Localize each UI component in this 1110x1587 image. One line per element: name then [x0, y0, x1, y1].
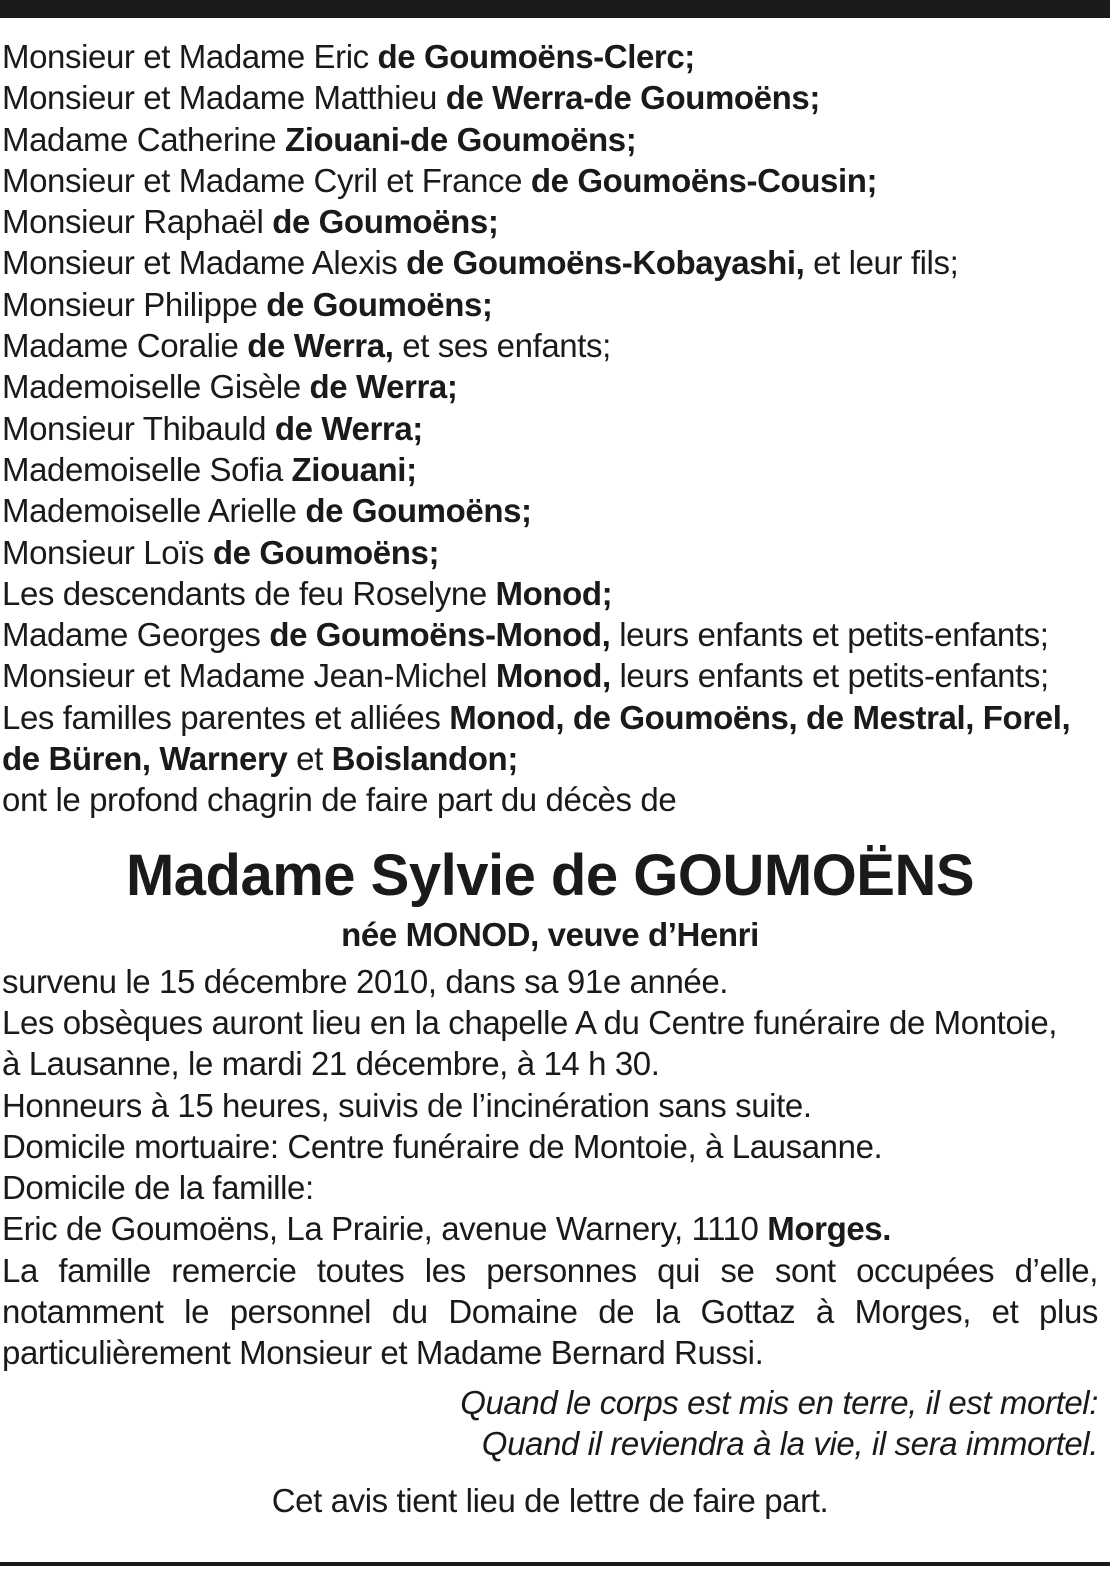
family-line-6: Monsieur et Madame Alexis de Goumoëns-Kobayashi, et leur fils;	[2, 244, 959, 282]
family-line-14: Les descendants de feu Roselyne Monod;	[2, 574, 613, 612]
quote	[2, 1382, 1098, 1465]
family-line-12: Mademoiselle Arielle de Goumoëns;	[2, 492, 532, 530]
family-line-8: Madame Coralie de Werra, et ses enfants;	[2, 327, 611, 365]
funeral-line-2: à Lausanne, le mardi 21 décembre, à 14 h 30.	[2, 1045, 660, 1083]
funeral-line-1: Les obsèques auront lieu en la chapelle A du Centre funéraire de Montoie,	[2, 1003, 1058, 1041]
thanks-paragraph: La famille remercie toutes les personnes qui se sont occupées d’elle, notamment le personnel du Domaine de la Gottaz à Morges, et plus particulièrement Monsieur et Madame Bernard Russi.	[2, 1251, 1098, 1372]
family-home-label: Domicile de la famille:	[2, 1169, 314, 1207]
family-line-17: Les familles parentes et alliées Monod, de Goumoëns, de Mestral, Forel,	[2, 698, 1071, 736]
family-line-16: Monsieur et Madame Jean-Michel Monod, leurs enfants et petits-enfants;	[2, 657, 1049, 695]
bottom-rule	[0, 1562, 1110, 1566]
closing-note: Cet avis tient lieu de lettre de faire part.	[271, 1482, 829, 1520]
family-line-13: Monsieur Loïs de Goumoëns;	[2, 533, 440, 571]
family-line-1: Monsieur et Madame Eric de Goumoëns-Clerc;	[2, 38, 695, 75]
family-line-3: Madame Catherine Ziouani-de Goumoëns;	[2, 120, 637, 158]
family-line-4: Monsieur et Madame Cyril et France de Goumoëns-Cousin;	[2, 161, 878, 199]
family-line-7: Monsieur Philippe de Goumoëns;	[2, 285, 493, 323]
quote-line-2: Quand il reviendra à la vie, il sera immortel.	[481, 1424, 1098, 1462]
deceased-subtitle: née MONOD, veuve d’Henri	[341, 915, 759, 953]
family-line-5: Monsieur Raphaël de Goumoëns;	[2, 203, 499, 241]
honours-line: Honneurs à 15 heures, suivis de l’incinération sans suite.	[2, 1086, 812, 1124]
obituary-notice	[2, 36, 1098, 1522]
family-home-address: Eric de Goumoëns, La Prairie, avenue Warnery, 1110 Morges.	[2, 1210, 892, 1248]
family-list	[2, 36, 1098, 779]
family-line-2: Monsieur et Madame Matthieu de Werra-de Goumoëns;	[2, 79, 820, 117]
announcement: ont le profond chagrin de faire part du décès de	[2, 781, 677, 819]
family-line-10: Monsieur Thibauld de Werra;	[2, 409, 423, 447]
death-date: survenu le 15 décembre 2010, dans sa 91e année.	[2, 962, 729, 1000]
family-line-9: Mademoiselle Gisèle de Werra;	[2, 368, 458, 406]
deceased-name: Madame Sylvie de GOUMOËNS	[125, 842, 975, 908]
mortuary-line: Domicile mortuaire: Centre funéraire de Montoie, à Lausanne.	[2, 1127, 883, 1165]
family-line-18: de Büren, Warnery et Boislandon;	[2, 740, 518, 778]
family-line-15: Madame Georges de Goumoëns-Monod, leurs enfants et petits-enfants;	[2, 616, 1049, 654]
family-line-11: Mademoiselle Sofia Ziouani;	[2, 450, 417, 488]
quote-line-1: Quand le corps est mis en terre, il est mortel:	[460, 1383, 1098, 1421]
top-rule	[0, 0, 1110, 18]
